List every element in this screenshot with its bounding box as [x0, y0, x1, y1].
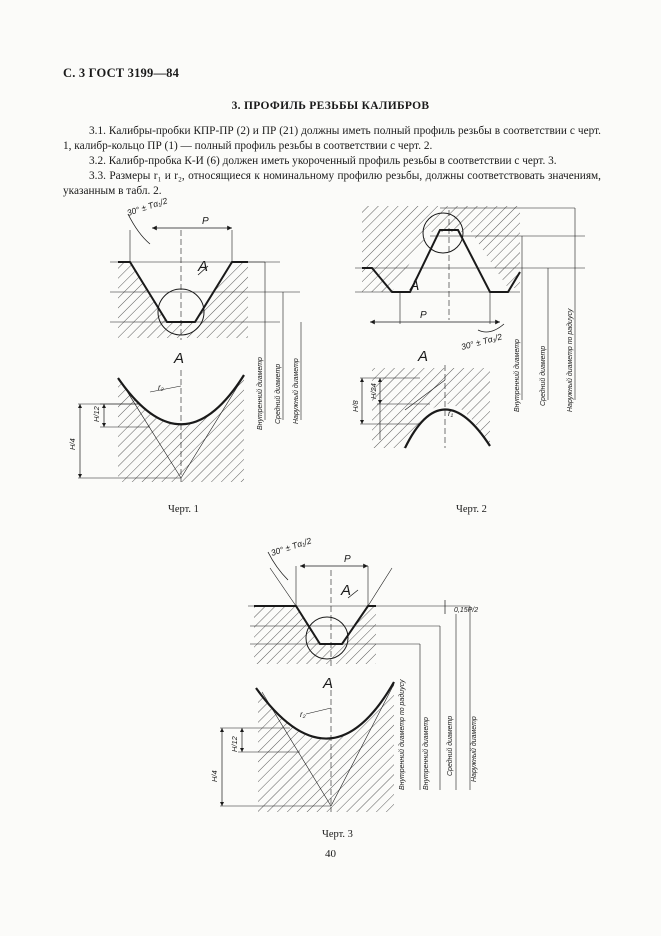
figure-3-caption: Черт. 3 [322, 829, 353, 840]
fig3-inner-diameter: Внутренний диаметр [423, 717, 430, 790]
fig1-detail-title: A [174, 350, 185, 367]
fig3-dim-h4: H/4 [210, 770, 219, 782]
figure-2 [355, 206, 585, 448]
page-number: 40 [325, 848, 336, 860]
fig1-pitch-diameter: Средний диаметр [275, 363, 282, 424]
fig1-inner-diameter: Внутренний диаметр [257, 357, 264, 430]
fig3-pitch-diameter: Средний диаметр [447, 715, 454, 776]
fig3-dim-h12: H/12 [230, 736, 239, 752]
fig3-dim-015p: 0,15P/2 [454, 607, 479, 614]
fig2-angle-label: 30° ± Tα₁/2 [459, 331, 504, 352]
fig1-outer-diameter: Наружный диаметр [293, 358, 300, 424]
fig3-detail-title: A [323, 675, 334, 692]
fig2-pitch-label: P [420, 310, 427, 321]
fig2-outer-diameter: Наружный диаметр по радиусу [567, 308, 574, 412]
fig3-detail-label: A [341, 582, 352, 599]
fig1-detail-label: A [198, 258, 209, 275]
running-header: С. 3 ГОСТ 3199—84 [63, 66, 180, 80]
figure-2-caption: Черт. 2 [456, 504, 487, 515]
fig2-pitch-diameter: Средний диаметр [540, 345, 547, 406]
paragraph-3-3: 3.3. Размеры r₁ и r₂, относящиеся к номинальному профилю резьбы, должны соответствовать значениям, указанным в табл. 2. [63, 170, 601, 197]
paragraph-3-1: 3.1. Калибры-пробки КПР-ПР (2) и ПР (21) должны иметь полный профиль резьбы в соответствии с черт. 1, калибр-кольцо ПР (1) — полный профиль резьбы в соответствии с черт. 2. [63, 125, 601, 152]
fig1-pitch-label: P [202, 216, 209, 227]
figure-1-caption: Черт. 1 [168, 504, 199, 515]
fig2-detail-label: A [410, 277, 420, 293]
fig1-radius-label: r₂ [158, 383, 164, 392]
fig2-inner-diameter: Внутренний диаметр [514, 339, 521, 412]
fig3-outer-diameter: Наружный диаметр [471, 716, 478, 782]
paragraph-3-2: 3.2. Калибр-пробка К-И (6) должен иметь укороченный профиль резьбы в соответствии с черт. 3. [89, 155, 557, 167]
fig2-dim-h8: H/8 [351, 400, 360, 412]
fig3-radius-label: r₂ [300, 710, 306, 719]
fig2-detail-title: A [418, 348, 429, 365]
section-title: 3. ПРОФИЛЬ РЕЗЬБЫ КАЛИБРОВ [231, 100, 430, 112]
figure-1 [78, 214, 301, 482]
fig2-radius-label: r₁ [448, 409, 454, 418]
fig3-inner-diameter-radius: Внутренний диаметр по радиусу [399, 679, 406, 790]
fig2-dim-h24: H/24 [369, 383, 378, 399]
fig1-angle-label: 30° ± Tα₁/2 [125, 195, 169, 218]
fig3-angle-label: 30° ± Tα₁/2 [269, 535, 313, 558]
fig1-dim-h12: H/12 [92, 406, 101, 422]
fig1-dim-h4: H/4 [68, 438, 77, 450]
fig3-pitch-label: P [344, 554, 351, 565]
